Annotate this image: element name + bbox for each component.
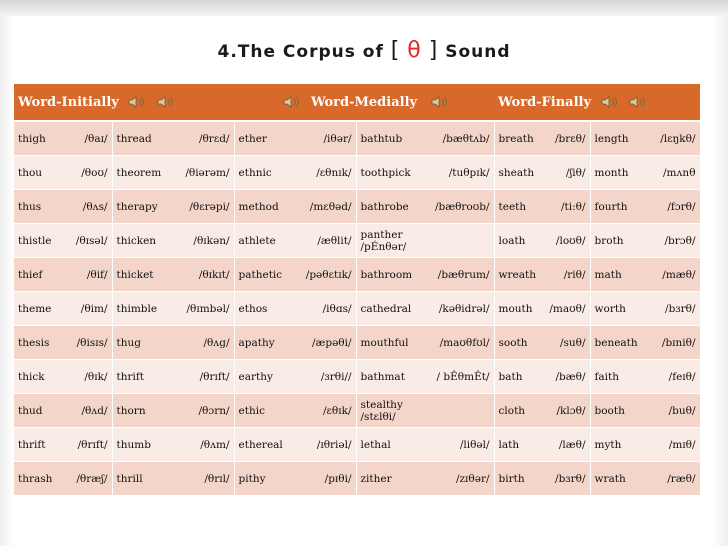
transcription: /θiərəm/	[185, 166, 230, 179]
transcription: /ɛθnɪk/	[316, 166, 352, 179]
table-cell	[494, 156, 590, 190]
transcription: /θɪsəl/	[75, 234, 108, 247]
word: thrift	[116, 370, 144, 383]
transcription: /iθɑs/	[322, 302, 352, 315]
word: thick	[18, 370, 45, 383]
transcription: /ti:θ/	[561, 200, 586, 213]
transcription: /stɛlθi/	[360, 410, 396, 423]
word: bath	[498, 370, 523, 383]
speaker-icon[interactable]	[430, 95, 450, 109]
transcription: /brɛθ/	[554, 132, 586, 145]
word: theme	[18, 302, 52, 315]
word: mouthful	[360, 336, 409, 349]
word: math	[594, 268, 622, 281]
table-cell	[112, 394, 234, 428]
table-cell	[112, 292, 234, 326]
transcription: /mʌnθ	[663, 166, 696, 179]
word: broth	[594, 234, 624, 247]
table-cell	[234, 258, 356, 292]
word: toothpick	[360, 166, 411, 179]
table-cell	[590, 121, 700, 156]
word: thigh	[18, 132, 46, 145]
table-cell	[112, 428, 234, 462]
table-cell	[590, 326, 700, 360]
transcription: /θɪkɪt/	[198, 268, 230, 281]
transcription: /bæθrum/	[437, 268, 490, 281]
transcription: / bÊθmÊt/	[436, 370, 490, 383]
transcription: /feɪθ/	[668, 370, 696, 383]
transcription: /bæθtʌb/	[442, 132, 490, 145]
table-cell	[14, 121, 112, 156]
table-cell	[494, 121, 590, 156]
table-cell	[14, 428, 112, 462]
word: month	[594, 166, 629, 179]
table-row	[14, 258, 700, 292]
table-cell	[356, 156, 494, 190]
table-cell	[234, 428, 356, 462]
table-cell	[590, 156, 700, 190]
table-cell	[494, 462, 590, 496]
word: teeth	[498, 200, 527, 213]
table-row	[14, 428, 700, 462]
word: thicket	[116, 268, 154, 281]
slide-title	[0, 38, 728, 63]
word: beneath	[594, 336, 638, 349]
word: thesis	[18, 336, 50, 349]
table-cell	[14, 462, 112, 496]
word: thorn	[116, 404, 146, 417]
transcription: /bɜrθ/	[555, 472, 586, 485]
word: thug	[116, 336, 141, 349]
header-word-finally: Word-Finally	[494, 84, 700, 121]
table-cell	[590, 190, 700, 224]
word: method	[238, 200, 279, 213]
word: birth	[498, 472, 525, 485]
transcription: /kəθidrəl/	[438, 302, 490, 315]
table-cell	[356, 292, 494, 326]
transcription: /θɪmbəl/	[186, 302, 230, 315]
transcription: /klɔθ/	[556, 404, 586, 417]
speaker-icon[interactable]	[628, 95, 648, 109]
table-cell	[112, 360, 234, 394]
word: panther	[360, 228, 403, 241]
table-cell	[590, 360, 700, 394]
transcription: /θɛrəpi/	[189, 200, 230, 213]
table-cell	[356, 190, 494, 224]
word: zither	[360, 472, 392, 485]
transcription: /suθ/	[559, 336, 586, 349]
word: therapy	[116, 200, 158, 213]
header-word-initially: Word-Initially	[14, 84, 234, 121]
title-theta-symbol: θ	[407, 38, 422, 63]
table-cell	[494, 394, 590, 428]
table-cell	[14, 224, 112, 258]
transcription: /pəθɛtɪk/	[305, 268, 352, 281]
word: bathroom	[360, 268, 413, 281]
table-row	[14, 462, 700, 496]
transcription: /æθlit/	[317, 234, 352, 247]
transcription: /θʌd/	[81, 404, 108, 417]
word: ethos	[238, 302, 268, 315]
speaker-icon[interactable]	[600, 95, 620, 109]
table-cell	[14, 360, 112, 394]
speaker-icon[interactable]	[282, 95, 302, 109]
word: mouth	[498, 302, 533, 315]
table-row	[14, 156, 700, 190]
transcription: /bæθroʊb/	[434, 200, 490, 213]
transcription: /bɜrθ/	[665, 302, 696, 315]
transcription: /maʊθ/	[549, 302, 586, 315]
word: myth	[594, 438, 622, 451]
transcription: /θræʃ/	[76, 472, 108, 485]
transcription: /θrɪft/	[77, 438, 108, 451]
transcription: /θif/	[86, 268, 108, 281]
word: ethnic	[238, 166, 272, 179]
table-cell	[234, 292, 356, 326]
table-cell	[494, 428, 590, 462]
word: theorem	[116, 166, 162, 179]
table-cell	[356, 394, 494, 428]
table-cell	[234, 326, 356, 360]
transcription: /iθər/	[323, 132, 352, 145]
word: thus	[18, 200, 42, 213]
table-row	[14, 326, 700, 360]
table-cell	[590, 428, 700, 462]
table-cell	[356, 360, 494, 394]
word: thud	[18, 404, 43, 417]
transcription: /θisɪs/	[76, 336, 108, 349]
transcription: /θrɪft/	[199, 370, 230, 383]
table-cell	[356, 428, 494, 462]
transcription: /pÉnθər/	[360, 240, 407, 253]
transcription: /θrɛd/	[198, 132, 230, 145]
word: thread	[116, 132, 152, 145]
table-cell	[234, 190, 356, 224]
table-cell	[14, 292, 112, 326]
table-cell	[234, 156, 356, 190]
transcription: /θoʊ/	[81, 166, 108, 179]
title-prefix: 4.The Corpus of	[217, 42, 391, 62]
word: bathrobe	[360, 200, 409, 213]
word: thrash	[18, 472, 53, 485]
table-row	[14, 360, 700, 394]
transcription: /fɔrθ/	[667, 200, 696, 213]
transcription: /riθ/	[563, 268, 586, 281]
transcription: /bɪniθ/	[661, 336, 696, 349]
word: booth	[594, 404, 625, 417]
table-cell	[494, 224, 590, 258]
word: earthy	[238, 370, 273, 383]
speaker-icon[interactable]	[127, 95, 147, 109]
word: length	[594, 132, 629, 145]
slide-top-bar	[0, 0, 728, 16]
table-cell	[234, 360, 356, 394]
word: ethic	[238, 404, 265, 417]
transcription: /mæθ/	[662, 268, 696, 281]
transcription: /brɔθ/	[664, 234, 696, 247]
table-cell	[590, 462, 700, 496]
transcription: /læθ/	[558, 438, 586, 451]
word: lath	[498, 438, 520, 451]
table-cell	[590, 394, 700, 428]
table-cell	[234, 224, 356, 258]
speaker-icon[interactable]	[156, 95, 176, 109]
transcription: /θrɪl/	[204, 472, 230, 485]
transcription: /zɪθər/	[455, 472, 490, 485]
word: athlete	[238, 234, 276, 247]
table-cell	[356, 326, 494, 360]
word: pathetic	[238, 268, 283, 281]
word: thistle	[18, 234, 52, 247]
table-cell	[356, 224, 494, 258]
word: pithy	[238, 472, 266, 485]
table-cell	[590, 292, 700, 326]
word: thimble	[116, 302, 158, 315]
title-suffix: Sound	[438, 42, 511, 62]
word: wrath	[594, 472, 626, 485]
word: cloth	[498, 404, 526, 417]
table-cell	[356, 462, 494, 496]
table-cell	[234, 121, 356, 156]
transcription: /ɪθriəl/	[316, 438, 352, 451]
table-cell	[14, 156, 112, 190]
corpus-body	[14, 121, 700, 496]
table-cell	[14, 394, 112, 428]
table-cell	[494, 190, 590, 224]
word: stealthy	[360, 398, 403, 411]
table-row	[14, 224, 700, 258]
table-cell	[112, 156, 234, 190]
transcription: /mɪθ/	[668, 438, 696, 451]
word: fourth	[594, 200, 628, 213]
transcription: /bæθ/	[555, 370, 586, 383]
transcription: /θɪk/	[84, 370, 108, 383]
word: breath	[498, 132, 534, 145]
table-cell	[112, 190, 234, 224]
table-cell	[112, 224, 234, 258]
transcription: /loʊθ/	[555, 234, 586, 247]
word: ethereal	[238, 438, 283, 451]
table-row	[14, 190, 700, 224]
table-cell	[356, 258, 494, 292]
header-row	[14, 84, 700, 121]
word: thou	[18, 166, 43, 179]
word: sooth	[498, 336, 528, 349]
table-cell	[14, 258, 112, 292]
transcription: /maʊθfʊl/	[439, 336, 490, 349]
word: wreath	[498, 268, 536, 281]
transcription: /θʌg/	[203, 336, 230, 349]
table-row	[14, 394, 700, 428]
transcription: /tuθpɪk/	[448, 166, 490, 179]
table-cell	[590, 258, 700, 292]
word: thumb	[116, 438, 151, 451]
word: thief	[18, 268, 43, 281]
word: lethal	[360, 438, 391, 451]
transcription: /θɔrn/	[198, 404, 230, 417]
transcription: /θaɪ/	[84, 132, 108, 145]
transcription: /θʌm/	[200, 438, 230, 451]
table-cell	[112, 462, 234, 496]
transcription: /buθ/	[668, 404, 696, 417]
word: thicken	[116, 234, 157, 247]
table-cell	[234, 394, 356, 428]
corpus-table	[14, 84, 701, 496]
word: faith	[594, 370, 620, 383]
table-cell	[494, 292, 590, 326]
word: thrill	[116, 472, 143, 485]
table-row	[14, 292, 700, 326]
word: bathtub	[360, 132, 403, 145]
word: thrift	[18, 438, 46, 451]
transcription: /mɛθəd/	[309, 200, 352, 213]
word: apathy	[238, 336, 275, 349]
transcription: /pɪθi/	[324, 472, 352, 485]
transcription: /lɛŋkθ/	[660, 132, 696, 145]
word: bathmat	[360, 370, 405, 383]
transcription: /æpəθi/	[311, 336, 352, 349]
table-cell	[356, 121, 494, 156]
title-close-bracket: ]	[428, 38, 439, 63]
transcription: /ɜrθi//	[320, 370, 352, 383]
word: worth	[594, 302, 626, 315]
transcription: /ræθ/	[667, 472, 696, 485]
transcription: /liθəl/	[459, 438, 490, 451]
table-cell	[14, 326, 112, 360]
transcription: /θɪkən/	[193, 234, 230, 247]
word: sheath	[498, 166, 535, 179]
table-cell	[590, 224, 700, 258]
table-cell	[112, 258, 234, 292]
table-cell	[14, 190, 112, 224]
table-cell	[494, 360, 590, 394]
transcription: /ɛθɪk/	[322, 404, 352, 417]
table-row	[14, 121, 700, 156]
word: cathedral	[360, 302, 412, 315]
word: ether	[238, 132, 267, 145]
title-open-bracket: [	[390, 38, 401, 63]
word: loath	[498, 234, 526, 247]
header-word-medially: Word-Medially	[234, 84, 494, 121]
table-cell	[112, 326, 234, 360]
transcription: /θʌs/	[82, 200, 108, 213]
table-cell	[112, 121, 234, 156]
transcription: /θim/	[80, 302, 108, 315]
table-cell	[494, 258, 590, 292]
transcription: /ʃiθ/	[565, 166, 586, 179]
table-cell	[234, 462, 356, 496]
table-cell	[494, 326, 590, 360]
